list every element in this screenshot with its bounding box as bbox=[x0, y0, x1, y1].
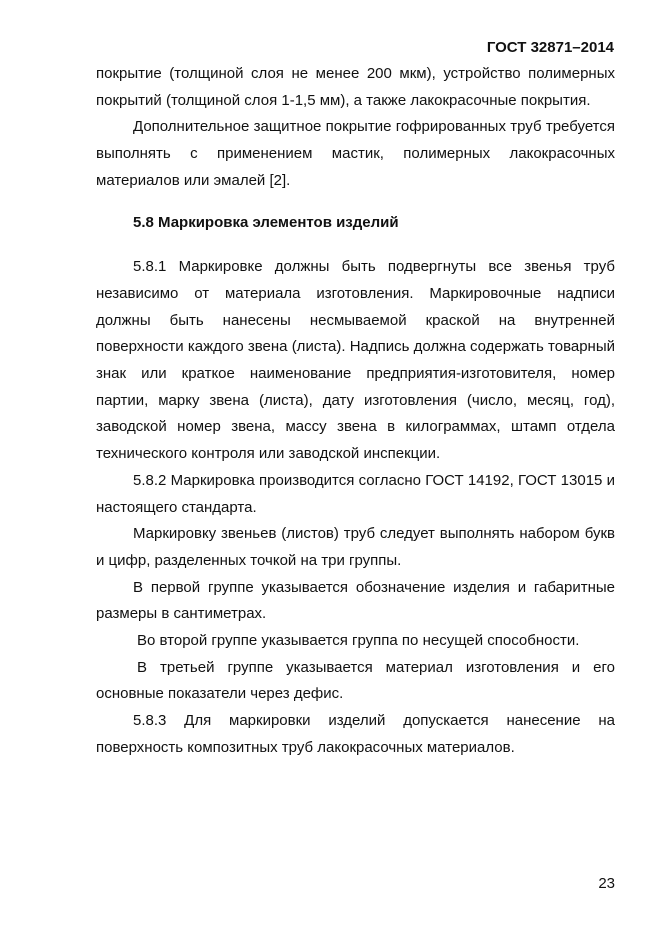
paragraph-5-8-1: 5.8.1 Маркировке должны быть подвергнуты все звенья труб независимо от материала изготовления. Маркировочные надписи должны быть нанесены несмываемой краской на внутренней поверхности каждого звена (листа). Надпись должна содержать товарный знак или краткое наименование предприятия-изготовителя, номер партии, марку звена (листа), дату изготовления (число, месяц, год), заводской номер звена, массу звена в килограммах, штамп отдела технического контроля или заводской инспекции. bbox=[96, 258, 615, 463]
paragraph-5-8-3: 5.8.3 Для маркировки изделий допускается нанесение на поверхность композитных труб лакокрасочных материалов. bbox=[96, 712, 615, 756]
standard-header: ГОСТ 32871–2014 bbox=[486, 39, 614, 56]
page-number: 23 bbox=[598, 875, 615, 892]
paragraph-continuation: покрытие (толщиной слоя не менее 200 мкм), устройство полимерных покрытий (толщиной слоя 1-1,5 мм), а также лакокрасочные покрытия. bbox=[96, 65, 615, 109]
paragraph-5-8-2: 5.8.2 Маркировка производится согласно ГОСТ 14192, ГОСТ 13015 и настоящего стандарта. bbox=[96, 471, 615, 516]
section-heading: 5.8 Маркировка элементов изделий bbox=[133, 213, 399, 231]
paragraph-first-group: В первой группе указывается обозначение изделия и габаритные размеры в сантиметрах. bbox=[96, 578, 615, 623]
spacer bbox=[96, 195, 615, 210]
paragraph-additional-coating: Дополнительное защитное покрытие гофрированных труб требуется выполнять с применением мастик, полимерных лакокрасочных материалов или эмалей [2]. bbox=[96, 118, 615, 189]
page-content bbox=[96, 61, 615, 762]
paragraph-third-group: В третьей группе указывается материал изготовления и его основные показатели через дефис. bbox=[96, 658, 615, 703]
paragraph-second-group: Во второй группе указывается группа по несущей способности. bbox=[137, 632, 580, 650]
paragraph-marking-groups: Маркировку звеньев (листов) труб следует выполнять набором букв и цифр, разделенных точкой на три группы. bbox=[96, 525, 615, 569]
